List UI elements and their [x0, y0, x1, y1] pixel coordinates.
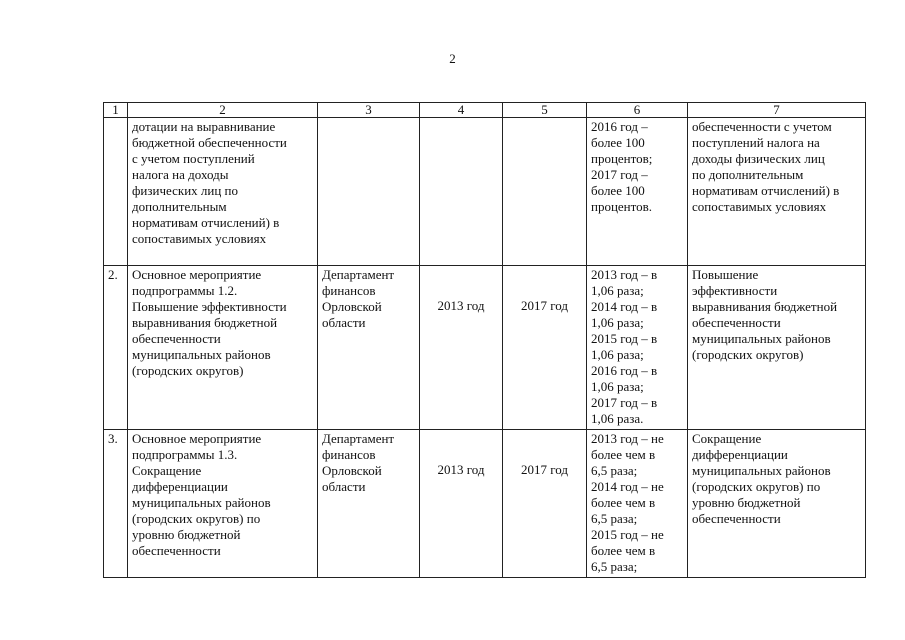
- result-cell: [688, 430, 866, 578]
- executor: Департамент финансов Орловской области: [322, 267, 395, 330]
- measure-name-cell: [128, 118, 318, 266]
- table-row: [104, 430, 866, 578]
- end-year: 2017 год: [521, 298, 568, 313]
- expected-result: обеспеченности с учетом поступлений налога на доходы физических лиц по дополнительным нормативам отчислений) в сопоставимых условиях: [692, 119, 840, 214]
- measures-table: [103, 102, 866, 578]
- column-header: 7: [688, 103, 866, 118]
- column-header: 6: [587, 103, 688, 118]
- measure-name-cell: [128, 266, 318, 430]
- measure-name: Основное мероприятие подпрограммы 1.2. Повышение эффективности выравнивания бюджетной обеспеченности муниципальных районов (городских округов): [132, 267, 287, 378]
- indicators-cell: [587, 266, 688, 430]
- row-number-cell: [104, 266, 128, 430]
- page-number: 2: [449, 51, 456, 66]
- executor-cell: [318, 430, 420, 578]
- table-row: [104, 266, 866, 430]
- indicators: 2013 год – не более чем в 6,5 раза; 2014 год – не более чем в 6,5 раза; 2015 год – не более чем в 6,5 раза;: [591, 431, 664, 574]
- indicators: 2013 год – в 1,06 раза; 2014 год – в 1,06 раза; 2015 год – в 1,06 раза; 2016 год – в 1,06 раза; 2017 год – в 1,06 раза.: [591, 267, 658, 426]
- indicators-cell: [587, 430, 688, 578]
- column-header: 1: [104, 103, 128, 118]
- result-cell: [688, 118, 866, 266]
- executor-cell: [318, 266, 420, 430]
- row-number: 3.: [108, 431, 118, 446]
- expected-result: Сокращение дифференциации муниципальных районов (городских округов) по уровню бюджетной обеспеченности: [692, 431, 831, 526]
- end-year-cell: [503, 266, 587, 430]
- start-year-cell: [420, 430, 503, 578]
- end-year-cell: [503, 430, 587, 578]
- executor: Департамент финансов Орловской области: [322, 431, 395, 494]
- start-year: 2013 год: [437, 462, 485, 477]
- expected-result: Повышение эффективности выравнивания бюджетной обеспеченности муниципальных районов (городских округов): [692, 267, 838, 362]
- column-header: 3: [318, 103, 420, 118]
- column-header: 4: [420, 103, 503, 118]
- measure-name-cell: [128, 430, 318, 578]
- measure-name: дотации на выравнивание бюджетной обеспеченности с учетом поступлений налога на доходы физических лиц по дополнительным нормативам отчислений) в сопоставимых условиях: [132, 119, 287, 246]
- column-number-row: [104, 103, 866, 118]
- start-year-cell: [420, 118, 503, 266]
- indicators-cell: [587, 118, 688, 266]
- end-year-cell: [503, 118, 587, 266]
- start-year-cell: [420, 266, 503, 430]
- executor-cell: [318, 118, 420, 266]
- row-number-cell: [104, 118, 128, 266]
- result-cell: [688, 266, 866, 430]
- indicators: 2016 год – более 100 процентов; 2017 год – более 100 процентов.: [591, 119, 653, 214]
- end-year: 2017 год: [521, 462, 568, 477]
- measure-name: Основное мероприятие подпрограммы 1.3. Сокращение дифференциации муниципальных районов (городских округов) по уровню бюджетной обеспеченности: [132, 431, 271, 558]
- column-header: 2: [128, 103, 318, 118]
- table-row: [104, 118, 866, 266]
- row-number-cell: [104, 430, 128, 578]
- column-header: 5: [503, 103, 587, 118]
- start-year: 2013 год: [437, 298, 485, 313]
- row-number: 2.: [108, 267, 118, 282]
